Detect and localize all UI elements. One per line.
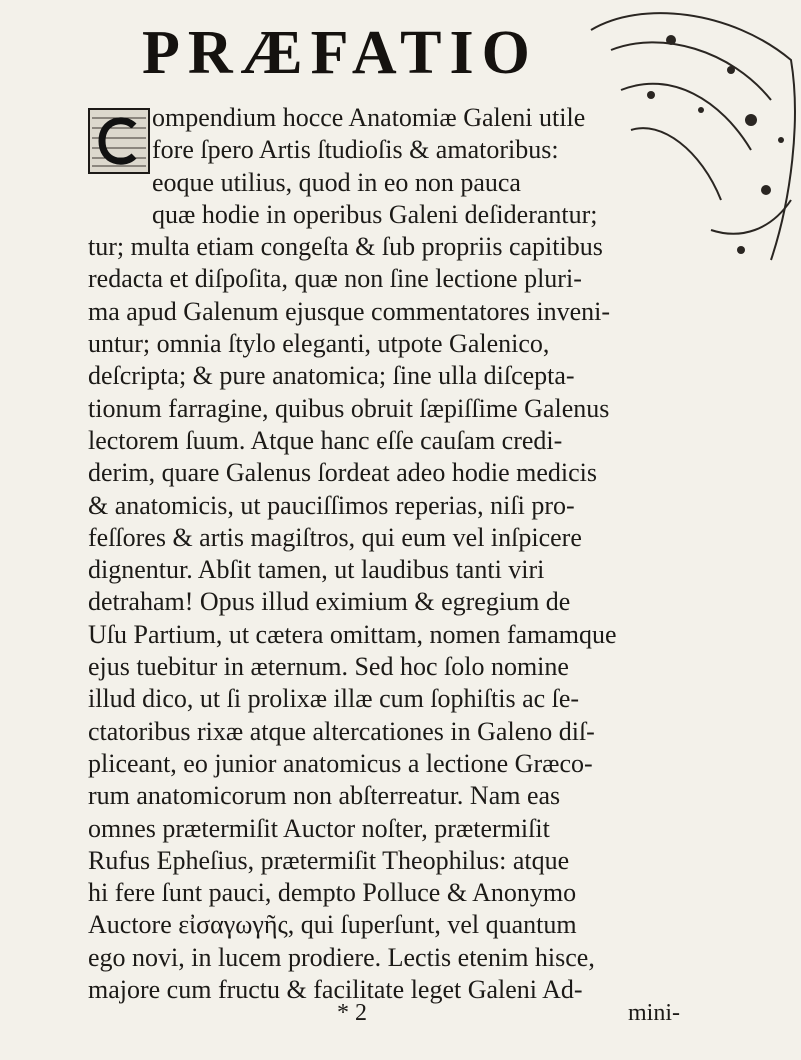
text-line: fore ſpero Artis ſtudioſis & amatoribus: (152, 135, 559, 165)
catchword: mini- (628, 1000, 680, 1026)
text-line: omnes prætermiſit Auctor noſter, prætermiſit (88, 813, 550, 843)
text-line: Uſu Partium, ut cætera omittam, nomen famamque (88, 619, 617, 649)
text-line: tur; multa etiam congeſta & ſub propriis capitibus (88, 232, 603, 262)
text-line: detraham! Opus illud eximium & egregium de (88, 587, 571, 617)
text-line: ma apud Galenum ejusque commentatores inveni- (88, 296, 611, 326)
text-line: illud dico, ut ſi prolixæ illæ cum ſophiſtis ac ſe- (88, 684, 580, 714)
page-title: PRÆFATIO (142, 19, 538, 87)
text-line: majore cum fructu & facilitate leget Galeni Ad- (88, 975, 583, 1005)
text-line: hi fere ſunt pauci, dempto Polluce & Anonymo (88, 878, 577, 908)
text-line: rum anatomicorum non abſterreatur. Nam eas (88, 781, 561, 811)
text-line: Auctore εἰσαγωγῆς, qui ſuperſunt, vel quantum (88, 910, 577, 940)
signature-mark: * 2 (337, 1000, 367, 1026)
preface-text (88, 102, 728, 1006)
text-line: ego novi, in lucem prodiere. Lectis etenim hisce, (88, 942, 595, 972)
text-line: deſcripta; & pure anatomica; ſine ulla diſcepta- (88, 361, 575, 391)
text-line: ctatoribus rixæ atque altercationes in Galeno diſ- (88, 716, 595, 746)
text-line: quæ hodie in operibus Galeni deſiderantur; (152, 199, 598, 229)
text-line: derim, quare Galenus ſordeat adeo hodie medicis (88, 458, 597, 488)
text-line: dignentur. Abſit tamen, ut laudibus tanti viri (88, 555, 545, 585)
text-line: ejus tuebitur in æternum. Sed hoc ſolo nomine (88, 652, 569, 682)
text-line: pliceant, eo junior anatomicus a lectione Græco- (88, 748, 593, 778)
text-line: ompendium hocce Anatomiæ Galeni utile (152, 103, 586, 132)
text-line: tionum farragine, quibus obruit ſæpiſſime Galenus (88, 393, 610, 423)
text-line: & anatomicis, ut pauciſſimos reperias, niſi pro- (88, 490, 575, 520)
text-line: eoque utilius, quod in eo non pauca (152, 167, 521, 197)
text-line: Rufus Epheſius, prætermiſit Theophilus: atque (88, 845, 570, 875)
text-line: redacta et diſpoſita, quæ non ſine lectione pluri- (88, 264, 582, 294)
text-line: untur; omnia ſtylo eleganti, utpote Galenico, (88, 329, 550, 359)
text-line: lectorem ſuum. Atque hanc eſſe cauſam credi- (88, 425, 563, 455)
text-line: feſſores & artis magiſtros, qui eum vel inſpicere (88, 522, 582, 552)
